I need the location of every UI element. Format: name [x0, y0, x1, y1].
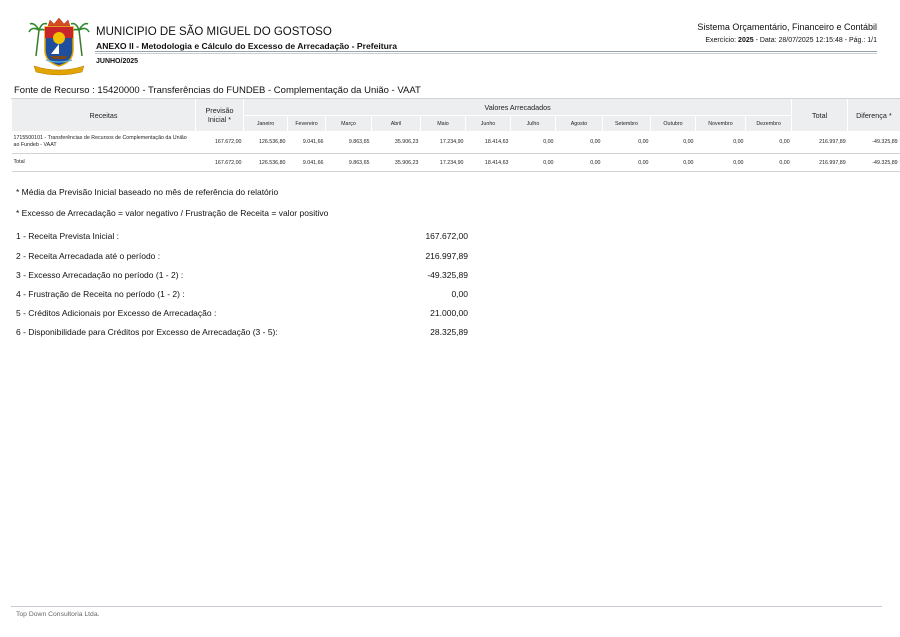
- row-month-value: 126.536,80: [244, 131, 288, 154]
- row-month-value: 35.906,23: [372, 131, 421, 154]
- row-month-value: 0,00: [651, 131, 696, 154]
- row-total: 216.997,89: [792, 131, 848, 154]
- row-previsao: 167.672,00: [196, 131, 244, 154]
- row-month-value: 9.863,65: [326, 131, 372, 154]
- month-header: Novembro: [696, 116, 746, 132]
- summary-value: 28.325,89: [430, 327, 468, 337]
- footer-divider: [11, 606, 882, 607]
- footer-company: Top Down Consultoria Ltda.: [16, 611, 100, 618]
- exercise-info: [705, 37, 877, 44]
- total-month-value: 0,00: [603, 154, 651, 172]
- total-month-value: 0,00: [556, 154, 603, 172]
- note-previsao: * Média da Previsão Inicial baseado no mês de referência do relatório: [16, 187, 279, 197]
- row-month-value: 17.234,90: [421, 131, 466, 154]
- row-month-value: 0,00: [556, 131, 603, 154]
- table-total-row: [12, 154, 900, 172]
- row-month-value: 0,00: [603, 131, 651, 154]
- row-month-value: 0,00: [696, 131, 746, 154]
- summary-label: 3 - Excesso Arrecadação no período (1 - 2) :: [16, 270, 184, 280]
- report-period: JUNHO/2025: [96, 58, 139, 65]
- municipality-name: MUNICIPIO DE SÃO MIGUEL DO GOSTOSO: [96, 26, 332, 38]
- total-month-value: 35.906,23: [372, 154, 421, 172]
- month-header: Outubro: [651, 116, 696, 132]
- month-header: Abril: [372, 116, 421, 132]
- header-divider: [95, 51, 877, 52]
- summary-value: 167.672,00: [425, 231, 468, 241]
- note-excesso: * Excesso de Arrecadação = valor negativo / Frustração de Receita = valor positivo: [16, 208, 329, 218]
- month-header: Setembro: [603, 116, 651, 132]
- col-header-previsao: Previsão Inicial *: [196, 99, 244, 132]
- municipal-coat-of-arms-logo: [28, 16, 90, 76]
- month-header: Dezembro: [746, 116, 792, 132]
- report-annex-title: ANEXO II - Metodologia e Cálculo do Excesso de Arrecadação - Prefeitura: [96, 41, 398, 51]
- row-month-value: 0,00: [746, 131, 792, 154]
- month-header: Julho: [511, 116, 556, 132]
- summary-value: 21.000,00: [430, 308, 468, 318]
- summary-value: -49.325,89: [427, 270, 468, 280]
- row-month-value: 9.041,66: [288, 131, 326, 154]
- total-month-value: 9.041,66: [288, 154, 326, 172]
- table-row: [12, 131, 900, 154]
- summary-label: 4 - Frustração de Receita no período (1 - 2) :: [16, 289, 185, 299]
- exercise-date-page: - Data: 28/07/2025 12:15:48 - Pág.: 1/1: [753, 37, 877, 44]
- total-total: 216.997,89: [792, 154, 848, 172]
- row-month-value: 18.414,63: [466, 131, 511, 154]
- summary-label: 1 - Receita Prevista Inicial :: [16, 231, 119, 241]
- summary-label: 2 - Receita Arrecadada até o período :: [16, 251, 161, 261]
- row-label: 1715500101 - Transferências de Recursos de Complementação da União ao Fundeb - VAAT: [12, 131, 196, 154]
- total-month-value: 126.536,80: [244, 154, 288, 172]
- total-month-value: 18.414,63: [466, 154, 511, 172]
- month-header: Maio: [421, 116, 466, 132]
- col-header-receitas: Receitas: [12, 99, 196, 132]
- total-month-value: 0,00: [651, 154, 696, 172]
- total-month-value: 0,00: [746, 154, 792, 172]
- summary-value: 216.997,89: [425, 251, 468, 261]
- total-label: Total: [12, 154, 196, 172]
- month-header: Junho: [466, 116, 511, 132]
- total-month-value: 0,00: [696, 154, 746, 172]
- col-header-diferenca: Diferença *: [848, 99, 900, 132]
- month-header: Fevereiro: [288, 116, 326, 132]
- exercise-year: 2025: [738, 37, 754, 44]
- system-name: Sistema Orçamentário, Financeiro e Contábil: [697, 22, 877, 32]
- summary-value: 0,00: [451, 289, 468, 299]
- summary-label: 5 - Créditos Adicionais por Excesso de Arrecadação :: [16, 308, 217, 318]
- month-header: Janeiro: [244, 116, 288, 132]
- total-month-value: 0,00: [511, 154, 556, 172]
- total-diferenca: -49.325,89: [848, 154, 900, 172]
- revenue-table: [11, 98, 900, 172]
- row-month-value: 0,00: [511, 131, 556, 154]
- total-previsao: 167.672,00: [196, 154, 244, 172]
- resource-source: Fonte de Recurso : 15420000 - Transferências do FUNDEB - Complementação da União - VAAT: [14, 85, 421, 96]
- col-header-total: Total: [792, 99, 848, 132]
- total-month-value: 9.863,65: [326, 154, 372, 172]
- row-diferenca: -49.325,89: [848, 131, 900, 154]
- total-month-value: 17.234,90: [421, 154, 466, 172]
- month-header: Março: [326, 116, 372, 132]
- col-header-valores-arrecadados: Valores Arrecadados: [244, 99, 792, 116]
- summary-label: 6 - Disponibilidade para Créditos por Excesso de Arrecadação (3 - 5):: [16, 327, 278, 337]
- exercise-label: Exercício:: [705, 37, 739, 44]
- header-divider-secondary: [95, 53, 877, 54]
- month-header: Agosto: [556, 116, 603, 132]
